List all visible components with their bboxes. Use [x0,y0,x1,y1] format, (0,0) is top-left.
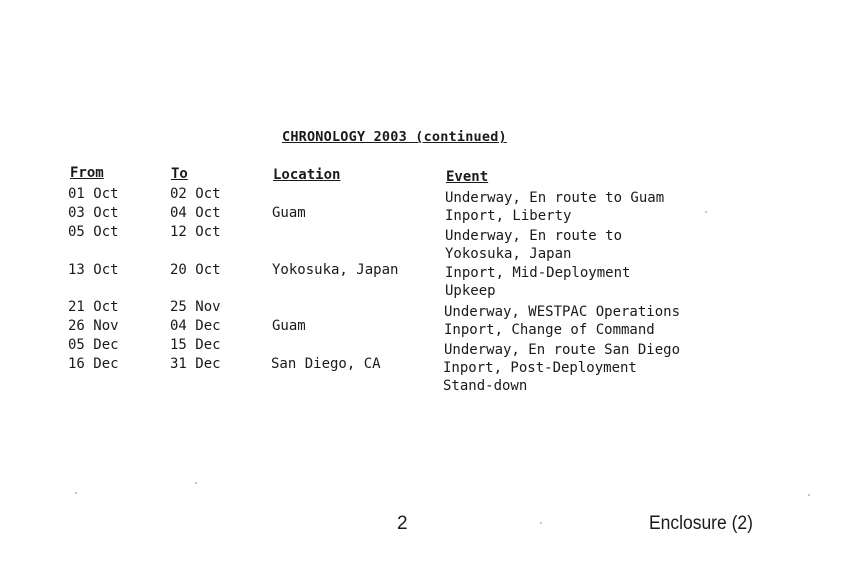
row-from: 21 Oct [68,299,119,315]
row-location: Guam [272,318,306,334]
row-to: 02 Oct [170,186,221,202]
row-to: 20 Oct [170,262,221,278]
row-event: Underway, En route San Diego [444,342,681,358]
row-from: 16 Dec [68,356,119,372]
page-number: 2 [397,513,408,534]
row-event: Underway, WESTPAC Operations [444,304,681,320]
column-header-to: To [171,166,188,182]
row-event: Underway, En route to Guam [445,190,665,206]
row-to: 25 Nov [170,299,221,315]
table-row [0,355,851,394]
row-event-continued: Upkeep [445,283,496,299]
table-row [0,261,851,299]
row-event: Underway, En route to [445,228,623,244]
column-header-event: Event [446,169,489,185]
row-to: 12 Oct [170,224,221,240]
scan-speck [540,522,542,524]
table-row [0,298,851,320]
row-to: 31 Dec [170,356,221,372]
row-from: 05 Oct [68,224,119,240]
document-title: CHRONOLOGY 2003 (continued) [282,129,507,145]
table-row [0,336,851,358]
scan-speck [705,211,707,213]
row-event: Inport, Mid-Deployment [445,265,631,281]
row-event-continued: Stand-down [443,378,528,394]
scan-speck [195,482,197,484]
row-location: Guam [272,205,306,221]
row-event: Inport, Post-Deployment [443,360,637,376]
row-event: Inport, Liberty [445,208,572,224]
scan-speck [75,492,77,494]
row-from: 03 Oct [68,205,119,221]
row-location: Yokosuka, Japan [272,262,399,278]
scan-speck [808,494,810,496]
row-from: 05 Dec [68,337,119,353]
row-to: 04 Dec [170,318,221,334]
row-from: 13 Oct [68,262,119,278]
column-header-from: From [70,165,104,181]
table-row [0,223,851,262]
row-from: 26 Nov [68,318,119,334]
column-header-location: Location [273,167,341,183]
table-row [0,317,851,336]
row-event-continued: Yokosuka, Japan [445,246,572,262]
row-from: 01 Oct [68,186,119,202]
row-event: Inport, Change of Command [444,322,655,338]
row-to: 04 Oct [170,205,221,221]
row-to: 15 Dec [170,337,221,353]
table-row [0,204,851,223]
enclosure-label: Enclosure (2) [649,513,753,534]
row-location: San Diego, CA [271,356,381,372]
table-row [0,185,851,204]
